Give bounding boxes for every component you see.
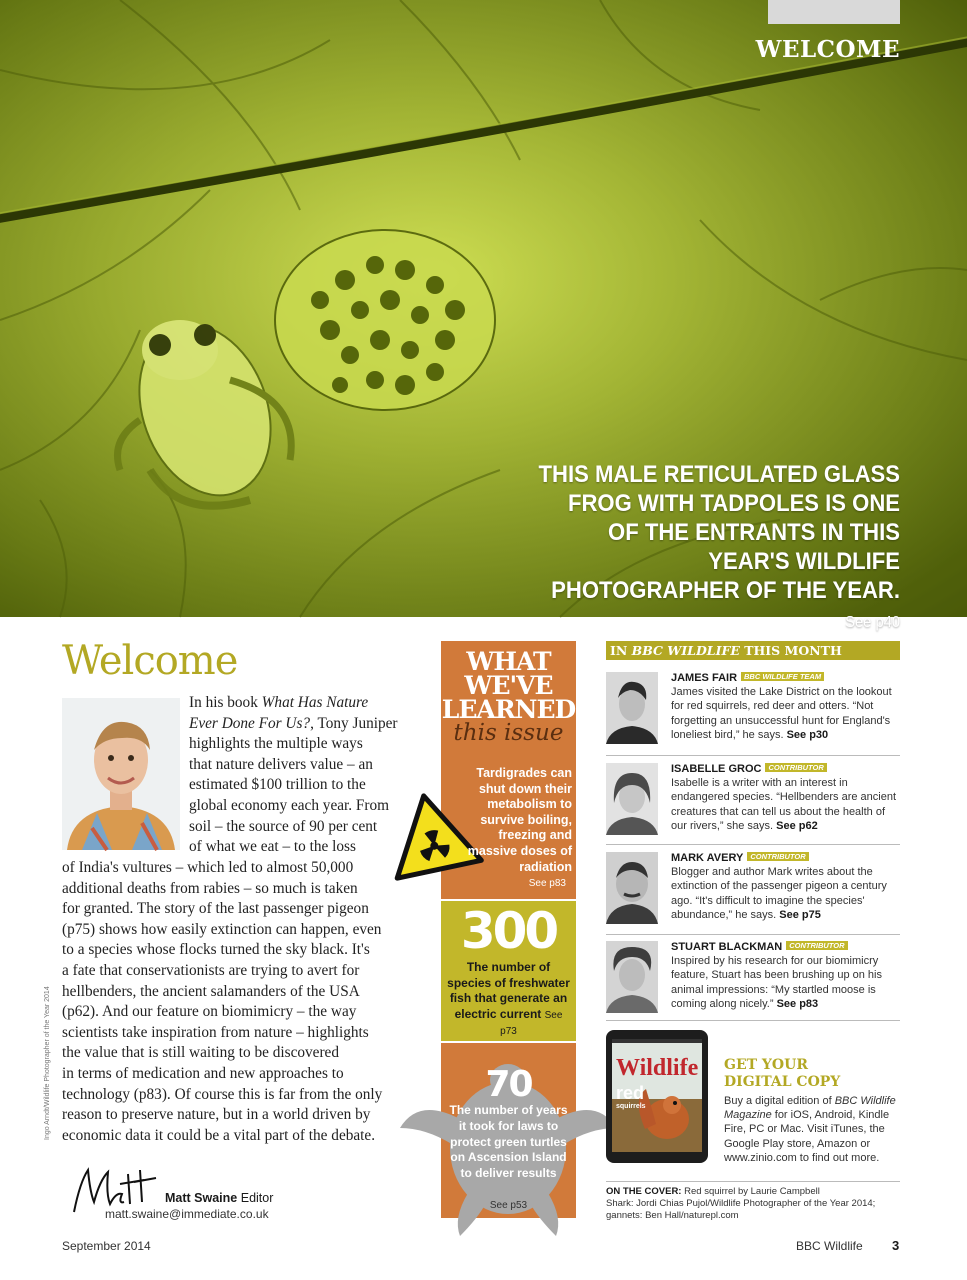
- contributor-see: See p75: [779, 908, 821, 921]
- body-line: a fate that conservationists are trying to avert for: [62, 961, 360, 979]
- welcome-heading: Welcome: [62, 638, 238, 684]
- intro-line: Ever Done For Us?, Tony Juniper: [189, 714, 398, 732]
- month-bar-suffix: THIS MONTH: [739, 643, 842, 658]
- intro-line: highlights the multiple ways: [189, 735, 363, 753]
- month-bar-prefix: IN: [610, 643, 632, 658]
- fact-green-turtles: The number of years it took for laws to protect green turtles on Ascension Island to deliver results: [449, 1103, 568, 1181]
- contributor-bio: [671, 954, 903, 1011]
- contributor-name: [671, 672, 824, 684]
- divider: [606, 934, 900, 935]
- contributor-name-text: JAMES FAIR: [671, 672, 738, 684]
- learned-heading-line: WHAT: [466, 647, 551, 676]
- fact-electric-fish-see: See p73: [500, 1009, 563, 1038]
- tablet-screen: [612, 1039, 702, 1152]
- intro-line: estimated $100 trillion to the: [189, 776, 366, 794]
- avatar: [606, 852, 658, 924]
- contributor-bio-text: Inspired by his research for our biomimicry feature, Stuart has been brushing up on his animal impressions: “My startled moose is coming along nicely.”: [671, 955, 882, 1010]
- intro-line: that nature delivers value – an: [189, 755, 373, 773]
- cover-line2: Shark: Jordi Chias Pujol/Wildlife Photographer of the Year 2014;: [606, 1198, 876, 1209]
- fact-green-turtles-see: See p53: [489, 1200, 528, 1211]
- editor-name: Matt Swaine: [165, 1191, 238, 1205]
- digital-text-mag: BBC Wildlife Magazine: [724, 1095, 896, 1122]
- avatar: [606, 763, 658, 835]
- contributor-bio-text: Blogger and author Mark writes about the extinction of the passenger pigeon a century ago. “It's difficult to imagine the species' abundance,” he says.: [671, 866, 887, 921]
- divider: [606, 1181, 900, 1182]
- body-line: the value that is still waiting to be discovered: [62, 1044, 339, 1062]
- cover-label: ON THE COVER:: [606, 1186, 682, 1197]
- contributor-badge: BBC WILDLIFE TEAM: [741, 672, 824, 681]
- cover-line3: gannets: Ben Hall/naturepl.com: [606, 1210, 739, 1221]
- body-line: additional deaths from rabies – so much is taken: [62, 879, 358, 897]
- fact-tardigrades: Tardigrades can shut down their metabolism to survive boiling, freezing and massive doses of radiation: [467, 766, 572, 874]
- learned-heading-line: LEARNED: [441, 695, 576, 724]
- contributor-bio-text: Isabelle is a writer with an interest in endangered species. “Hellbenders are ancient creatures that can tell us about the health of our rivers,” she says.: [671, 777, 897, 832]
- body-line: reason to preserve nature, but in a world driven by: [62, 1106, 371, 1124]
- editor-signoff: [165, 1191, 273, 1205]
- contributor-bio: [671, 865, 903, 922]
- contributor-bio: [671, 776, 903, 833]
- cover-credits: [606, 1186, 906, 1222]
- contributor-name: [671, 941, 848, 953]
- contributor-see: See p62: [776, 819, 818, 832]
- tablet-logo: Wildlife: [616, 1055, 699, 1081]
- digital-copy-text: [724, 1094, 904, 1165]
- body-line: to a species whose flocks turned the sky black. It's: [62, 941, 370, 959]
- editor-photo: [62, 698, 180, 850]
- contributor-name: [671, 852, 809, 864]
- month-bar-title: BBC WILDLIFE: [631, 643, 740, 658]
- learned-heading-line: WE'VE: [464, 671, 553, 700]
- body-line: economic data it could be a vital part of the debate.: [62, 1126, 376, 1144]
- contributor-bio-text: James visited the Lake District on the lookout for red squirrels, red deer and otters. “Not forgetting an unsuccessful hunt for England's loneliest bird,” he says.: [671, 686, 892, 741]
- cover-line: [606, 1186, 906, 1198]
- learned-script: this issue: [453, 720, 564, 746]
- avatar: [606, 672, 658, 744]
- caption-text: THIS MALE RETICULATED GLASS FROG WITH TADPOLES IS ONE OF THE ENTRANTS IN THIS YEAR'S WILDLIFE PHOTOGRAPHER OF THE YEAR.: [538, 461, 900, 604]
- page-number: 3: [892, 1238, 900, 1253]
- hero-photo: [0, 0, 967, 631]
- egg-mass: [275, 230, 495, 410]
- body-line: (p62). And our feature on biomimicry – the way: [62, 1003, 357, 1021]
- contributor-name-text: STUART BLACKMAN: [671, 941, 783, 953]
- avatar: [606, 941, 658, 1013]
- tablet-word: red: [616, 1083, 645, 1103]
- caption-see: See p40: [845, 614, 900, 631]
- digital-text-post: for iOS, Android, Kindle Fire, PC or Mac. Visit iTunes, the Google Play store, Amazon or www.zinio.com to find out more.: [724, 1109, 890, 1164]
- footer-magazine: BBC Wildlife: [796, 1239, 863, 1253]
- digital-heading-line: GET YOUR: [724, 1057, 808, 1073]
- contributor-badge: CONTRIBUTOR: [765, 763, 826, 772]
- body-line: in terms of medication and new approaches to: [62, 1064, 344, 1082]
- editor-role: Editor: [240, 1191, 274, 1205]
- contributor-badge: CONTRIBUTOR: [786, 941, 847, 950]
- body-line: of India's vultures – which led to almost 50,000: [62, 859, 354, 876]
- learned-heading: [441, 647, 576, 724]
- body-line: for granted. The story of the last passenger pigeon: [62, 900, 369, 918]
- divider: [606, 844, 900, 845]
- cover-line1: Red squirrel by Laurie Campbell: [681, 1186, 820, 1197]
- section-title: WELCOME: [755, 36, 900, 63]
- tab-marker: [768, 0, 900, 24]
- divider: [606, 755, 900, 756]
- stat-70: 70: [485, 1064, 532, 1105]
- fact-tardigrades-see: See p83: [528, 878, 566, 889]
- intro-line: soil – the source of 90 per cent: [189, 817, 378, 835]
- intro-line: of what we eat – to the loss: [189, 838, 356, 856]
- contributor-bio: [671, 685, 903, 742]
- contributor-name-text: MARK AVERY: [671, 852, 744, 864]
- body-line: scientists take inspiration from nature – highlights: [62, 1023, 369, 1041]
- contributor-see: See p30: [786, 728, 829, 741]
- footer-date: September 2014: [62, 1239, 151, 1253]
- contributor-name: [671, 763, 827, 775]
- digital-heading-line: DIGITAL COPY: [724, 1074, 841, 1090]
- contributor-name-text: ISABELLE GROC: [671, 763, 762, 775]
- editor-email[interactable]: matt.swaine@immediate.co.uk: [105, 1207, 269, 1221]
- body-line: hellbenders, the ancient salamanders of the USA: [62, 982, 360, 1000]
- contributor-see: See p83: [776, 997, 819, 1010]
- photo-credit: Ingo Arndt/Wildlife Photographer of the Year 2014: [44, 986, 51, 1140]
- fact-electric-fish: [446, 960, 571, 1040]
- welcome-intro: [189, 693, 409, 858]
- digital-copy-heading: [724, 1057, 840, 1091]
- contributor-badge: CONTRIBUTOR: [747, 852, 808, 861]
- tablet-cover-image: [606, 1030, 708, 1163]
- stat-300: 300: [460, 902, 557, 960]
- this-month-bar: [606, 641, 900, 660]
- body-line: (p75) shows how easily extinction can happen, even: [62, 920, 382, 938]
- intro-line: In his book What Has Nature: [189, 694, 369, 711]
- tablet-word2: squirrels: [616, 1103, 646, 1110]
- intro-line: global economy each year. From: [189, 796, 390, 814]
- body-line: technology (p83). Of course this is far from the only: [62, 1085, 383, 1103]
- welcome-body: [62, 858, 402, 1146]
- digital-text-pre: Buy a digital edition of: [724, 1095, 835, 1107]
- fact-electric-fish-text: The number of species of freshwater fish that generate an electric current: [447, 960, 570, 1021]
- photo-caption: [532, 460, 900, 637]
- divider: [606, 1020, 900, 1021]
